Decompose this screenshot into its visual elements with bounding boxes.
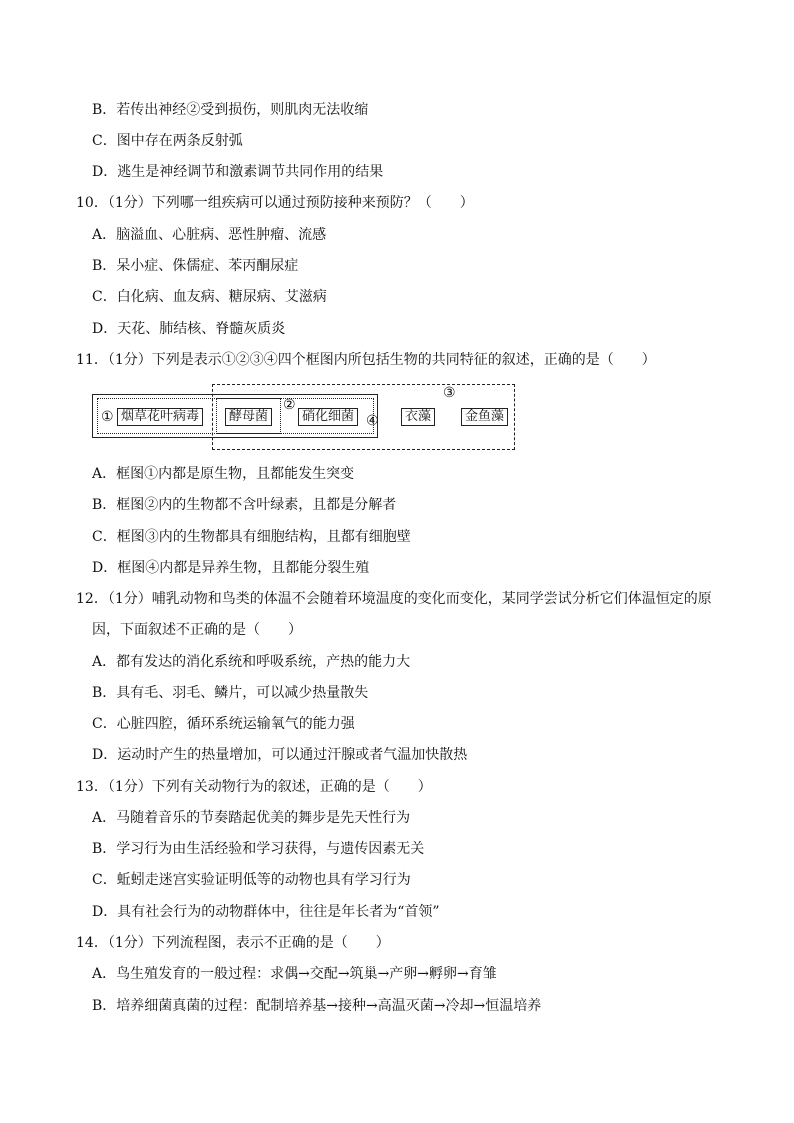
frame-2-marker: ② xyxy=(283,397,296,413)
q13-option-a: A．马随着音乐的节奏踏起优美的舞步是先天性行为 xyxy=(92,810,411,826)
organism-hornwort: 金鱼藻 xyxy=(461,408,508,426)
q12-option-c: C．心脏四腔，循环系统运输氧气的能力强 xyxy=(92,716,355,732)
q12-option-a: A．都有发达的消化系统和呼吸系统，产热的能力大 xyxy=(92,654,411,670)
frame-1-marker: ① xyxy=(101,409,114,425)
q13-option-b: B．学习行为由生活经验和学习获得，与遗传因素无关 xyxy=(92,841,425,857)
organism-nitrifying-bacteria: 硝化细菌 xyxy=(298,408,358,426)
q12-stem-line1: 12．（1分）哺乳动物和鸟类的体温不会随着环境温度的变化而变化，某同学尝试分析它们体温恒定的原 xyxy=(76,591,712,607)
organism-chlamydomonas: 衣藻 xyxy=(401,408,435,426)
q13-option-c: C．蚯蚓走迷宫实验证明低等的动物也具有学习行为 xyxy=(92,872,411,888)
q9-option-c: C．图中存在两条反射弧 xyxy=(92,133,243,149)
q13-stem: 13．（1分）下列有关动物行为的叙述，正确的是（ ） xyxy=(76,779,432,795)
frame-3-marker: ③ xyxy=(443,385,456,401)
q11-option-a: A．框图①内都是原生物，且都能发生突变 xyxy=(92,466,355,482)
q11-frame-diagram xyxy=(92,380,522,454)
q13-option-d: D．具有社会行为的动物群体中，往往是年长者为“首领” xyxy=(92,904,440,920)
q10-option-c: C．白化病、血友病、糖尿病、艾滋病 xyxy=(92,289,327,305)
q10-stem: 10．（1分）下列哪一组疾病可以通过预防接种来预防？（ ） xyxy=(76,195,474,211)
q14-stem: 14．（1分）下列流程图，表示不正确的是（ ） xyxy=(76,935,390,951)
q12-option-b: B．具有毛、羽毛、鳞片，可以减少热量散失 xyxy=(92,685,369,701)
q9-option-b: B．若传出神经②受到损伤，则肌肉无法收缩 xyxy=(92,102,369,118)
q11-option-c: C．框图③内的生物都具有细胞结构，且都有细胞壁 xyxy=(92,529,411,545)
q10-option-b: B．呆小症、侏儒症、苯丙酮尿症 xyxy=(92,258,299,274)
frame-4-marker: ④ xyxy=(366,413,379,429)
q14-option-b: B．培养细菌真菌的过程：配制培养基→接种→高温灭菌→冷却→恒温培养 xyxy=(92,998,542,1014)
q11-option-d: D．框图④内都是异养生物，且都能分裂生殖 xyxy=(92,560,370,576)
q10-option-a: A．脑溢血、心脏病、恶性肿瘤、流感 xyxy=(92,227,327,243)
organism-tobacco-mosaic-virus: 烟草花叶病毒 xyxy=(117,408,203,426)
q10-option-d: D．天花、肺结核、脊髓灰质炎 xyxy=(92,321,286,337)
q9-option-d: D．逃生是神经调节和激素调节共同作用的结果 xyxy=(92,164,384,180)
q14-option-a: A．鸟生殖发育的一般过程：求偶→交配→筑巢→产卵→孵卵→育雏 xyxy=(92,966,497,982)
q11-option-b: B．框图②内的生物都不含叶绿素，且都是分解者 xyxy=(92,497,397,513)
q11-stem: 11．（1分）下列是表示①②③④四个框图内所包括生物的共同特征的叙述，正确的是（ ） xyxy=(76,352,656,368)
q12-option-d: D．运动时产生的热量增加，可以通过汗腺或者气温加快散热 xyxy=(92,747,468,763)
q12-stem-line2: 因，下面叙述不正确的是（ ） xyxy=(92,622,302,638)
organism-yeast: 酵母菌 xyxy=(225,408,272,426)
